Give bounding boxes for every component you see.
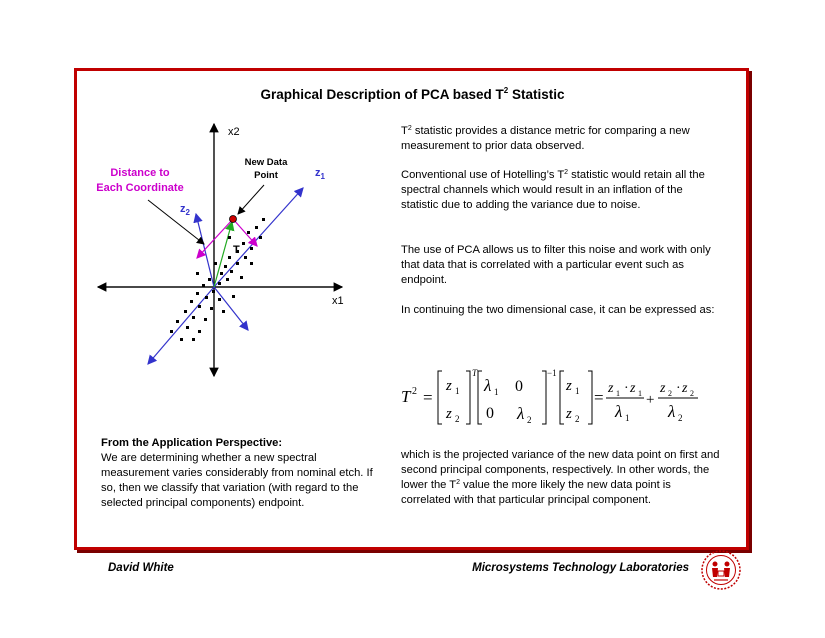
svg-text:1: 1 xyxy=(494,387,499,397)
svg-text:z: z xyxy=(566,406,572,422)
svg-text:·: · xyxy=(676,381,681,396)
paragraph-two-dim: In continuing the two dimensional case, it can be expressed as: xyxy=(401,304,715,316)
svg-text:z: z xyxy=(660,381,666,396)
svg-text:2: 2 xyxy=(412,386,417,397)
svg-text:+: + xyxy=(646,392,655,408)
paragraph-pca-filter: The use of PCA allows us to filter this noise and work with only that data that is correlated with a particular event such as endpoint. xyxy=(401,244,711,286)
paragraph-hotelling: Conventional use of Hotelling’s $T^2$ statistic would retain all the spectral channels which would result in an inflation of the statistic due to adding the variance due to noise. xyxy=(401,169,705,211)
new-point-label: New Data xyxy=(244,157,288,168)
svg-text:1: 1 xyxy=(638,389,642,398)
svg-text:2: 2 xyxy=(678,413,683,423)
svg-text:z: z xyxy=(608,381,614,396)
pca-diagram xyxy=(86,120,356,385)
t-label: T xyxy=(233,244,240,256)
svg-text:1: 1 xyxy=(455,386,460,396)
slide-title: Graphical Description of PCA based $T^2$ Statistic xyxy=(260,86,565,102)
t2-equation xyxy=(398,360,718,428)
svg-text:0: 0 xyxy=(515,378,523,395)
new-point-pointer xyxy=(238,185,264,214)
svg-text:2: 2 xyxy=(575,414,580,424)
footer-author: David White xyxy=(108,562,174,574)
svg-text:1: 1 xyxy=(616,389,620,398)
svg-text:−1: −1 xyxy=(547,368,557,378)
svg-text:λ: λ xyxy=(517,404,525,423)
distance-pointer xyxy=(148,200,204,244)
svg-text:z: z xyxy=(566,378,572,394)
svg-text:2: 2 xyxy=(690,389,694,398)
svg-text:2: 2 xyxy=(455,414,460,424)
new-data-point xyxy=(230,216,237,223)
application-body: We are determining whether a new spectral measurement varies considerably from nominal etch. If so, then we classify that variation (with regard to the selected principal components) endpoint. xyxy=(101,452,373,509)
svg-text:1: 1 xyxy=(575,386,580,396)
application-perspective xyxy=(101,436,376,511)
svg-text:1: 1 xyxy=(625,413,630,423)
footer-lab: Microsystems Technology Laboratories xyxy=(472,562,689,574)
z2-axis xyxy=(196,214,214,287)
svg-text:2: 2 xyxy=(527,415,532,425)
svg-text:z: z xyxy=(630,381,636,396)
svg-text:·: · xyxy=(624,381,629,396)
distance-label: Distance to xyxy=(110,167,170,179)
svg-text:z: z xyxy=(446,406,452,422)
svg-text:λ: λ xyxy=(615,402,623,421)
svg-text:λ: λ xyxy=(668,402,676,421)
svg-text:T: T xyxy=(401,387,411,406)
distance-label-2: Each Coordinate xyxy=(96,182,184,194)
x1-label: x1 xyxy=(332,295,344,307)
z1-label: $z_1$ xyxy=(315,167,325,181)
svg-text:=: = xyxy=(594,388,604,407)
paragraph-distance-metric: $T^2$ statistic provides a distance metric for comparing a new measurement to prior data observed. xyxy=(401,125,690,152)
svg-text:z: z xyxy=(682,381,688,396)
z2-label: $z_2$ xyxy=(180,203,190,217)
svg-text:T: T xyxy=(472,368,478,378)
svg-text:0: 0 xyxy=(486,405,494,422)
paragraph-projected-variance: which is the projected variance of the new data point on first and second principal components, respectively. In other words, the lower the $T^2$ value the more likely the new data point is correlated with that particular principal component. xyxy=(401,449,720,506)
distance-to-z1 xyxy=(233,219,257,246)
svg-text:z: z xyxy=(446,378,452,394)
svg-text:=: = xyxy=(423,388,433,407)
application-heading: From the Application Perspective: xyxy=(101,437,283,449)
mit-seal-icon xyxy=(700,549,742,591)
svg-text:2: 2 xyxy=(668,389,672,398)
new-point-label-2: Point xyxy=(254,170,278,181)
x2-label: x2 xyxy=(228,126,240,138)
svg-text:λ: λ xyxy=(484,376,492,395)
